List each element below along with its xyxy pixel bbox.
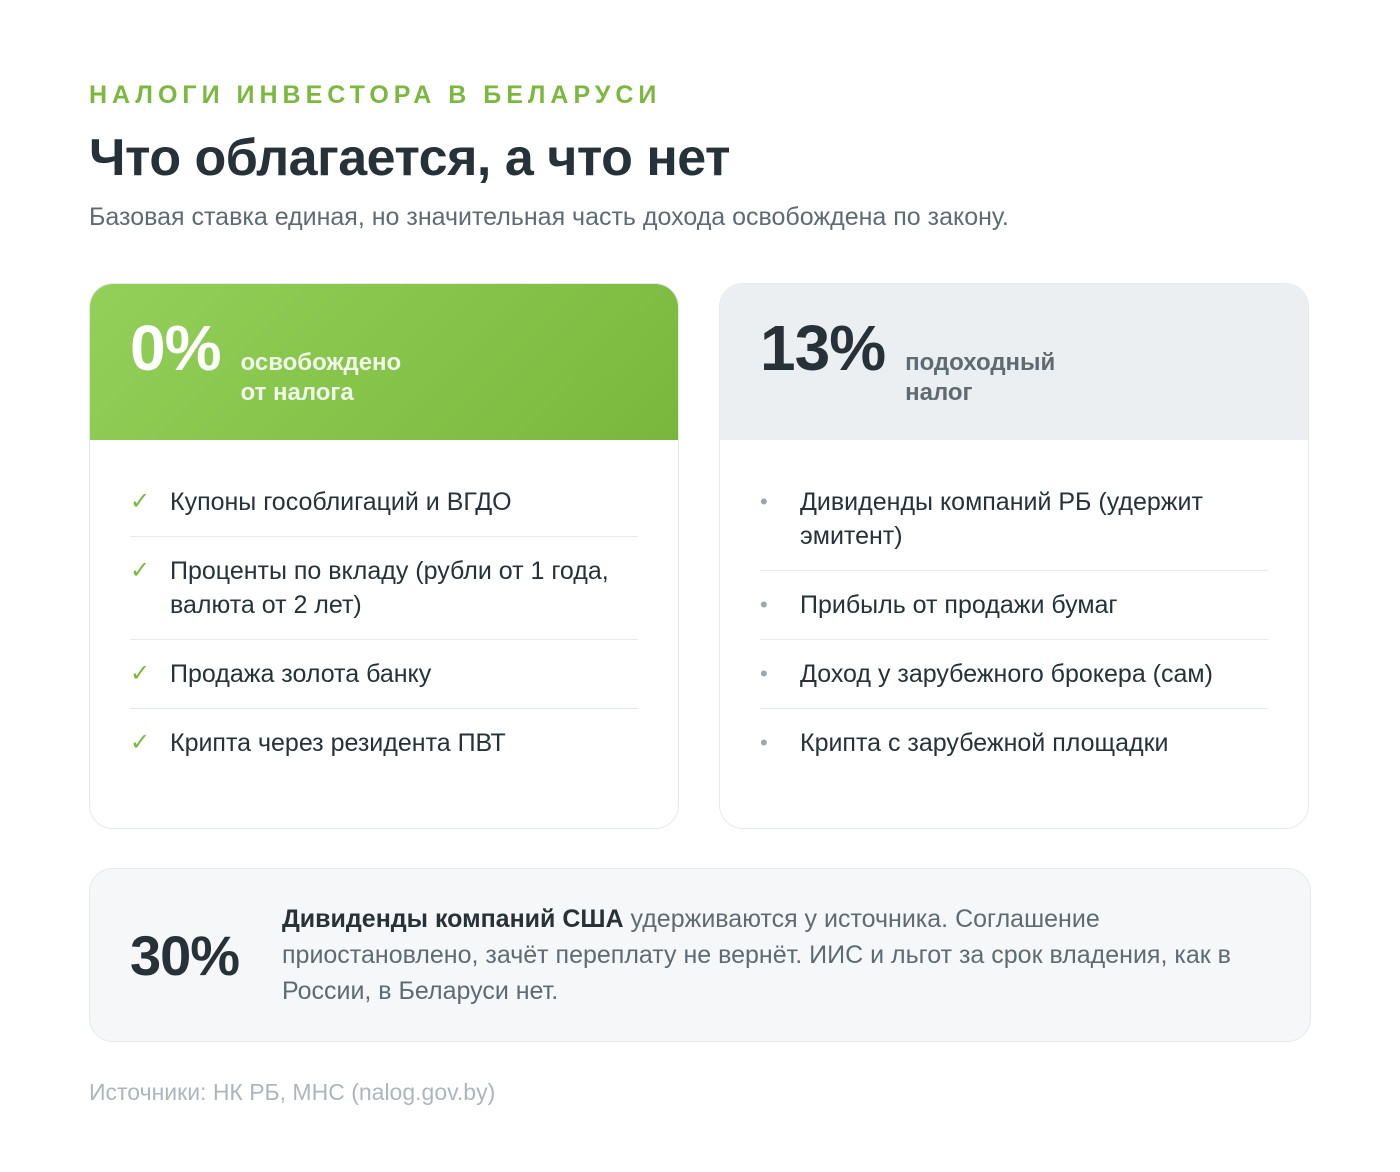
check-icon: ✓: [130, 729, 151, 756]
us-dividends-note: [89, 868, 1311, 1042]
exempt-rate: 0%: [130, 312, 221, 384]
list-item-text: Крипта через резидента ПВТ: [170, 729, 506, 757]
list-item-text: Купоны гособлигаций и ВГДО: [170, 488, 512, 516]
note-rate: 30%: [130, 923, 240, 987]
exempt-card: [89, 283, 679, 829]
taxed-rate: 13%: [760, 312, 886, 384]
bullet-icon: •: [760, 489, 768, 514]
exempt-label-line2: от налога: [240, 379, 354, 406]
bullet-icon: •: [760, 592, 768, 617]
bullet-icon: •: [760, 661, 768, 686]
list-item-text: Доход у зарубежного брокера (сам): [800, 660, 1213, 688]
exempt-list: [90, 440, 678, 777]
check-icon: ✓: [130, 660, 151, 687]
list-item-text: Проценты по вкладу (рубли от 1 года, валюта от 2 лет): [170, 557, 609, 619]
exempt-card-header: [90, 284, 678, 440]
taxed-card: [719, 283, 1309, 829]
list-item: [130, 468, 638, 537]
eyebrow-label: НАЛОГИ ИНВЕСТОРА В БЕЛАРУСИ: [89, 81, 662, 109]
taxed-label: [905, 348, 1105, 408]
list-item: [760, 571, 1268, 640]
note-body-text: удерживаются у источника. Соглашение приостановлено, зачёт переплату не вернёт. ИИС и льгот за срок владения, как в России, в Беларуси нет.: [282, 905, 1231, 1005]
note-text: [282, 901, 1270, 1009]
taxed-list: [720, 440, 1308, 777]
list-item-text: Дивиденды компаний РБ (удержит эмитент): [800, 488, 1203, 550]
list-item: [760, 468, 1268, 571]
list-item: [760, 709, 1268, 777]
list-item: [130, 640, 638, 709]
bullet-icon: •: [760, 730, 768, 755]
list-item: [130, 537, 638, 640]
list-item: [130, 709, 638, 777]
list-item-text: Прибыль от продажи бумаг: [800, 591, 1118, 619]
list-item-text: Продажа золота банку: [170, 660, 432, 688]
taxed-label-line1: подоходный: [905, 349, 1056, 376]
exempt-label-line1: освобождено: [240, 349, 402, 376]
check-icon: ✓: [130, 488, 151, 515]
list-item-text: Крипта с зарубежной площадки: [800, 729, 1169, 757]
list-item: [760, 640, 1268, 709]
taxed-card-header: [720, 284, 1308, 440]
check-icon: ✓: [130, 557, 151, 584]
taxed-label-line2: налог: [905, 379, 973, 406]
exempt-label: [241, 348, 441, 408]
note-bold-text: Дивиденды компаний США: [282, 905, 624, 933]
page-title: Что облагается, а что нет: [89, 129, 730, 187]
sources-footnote: Источники: НК РБ, МНС (nalog.gov.by): [89, 1079, 496, 1105]
page-subtitle: Базовая ставка единая, но значительная часть дохода освобождена по закону.: [89, 203, 1009, 231]
